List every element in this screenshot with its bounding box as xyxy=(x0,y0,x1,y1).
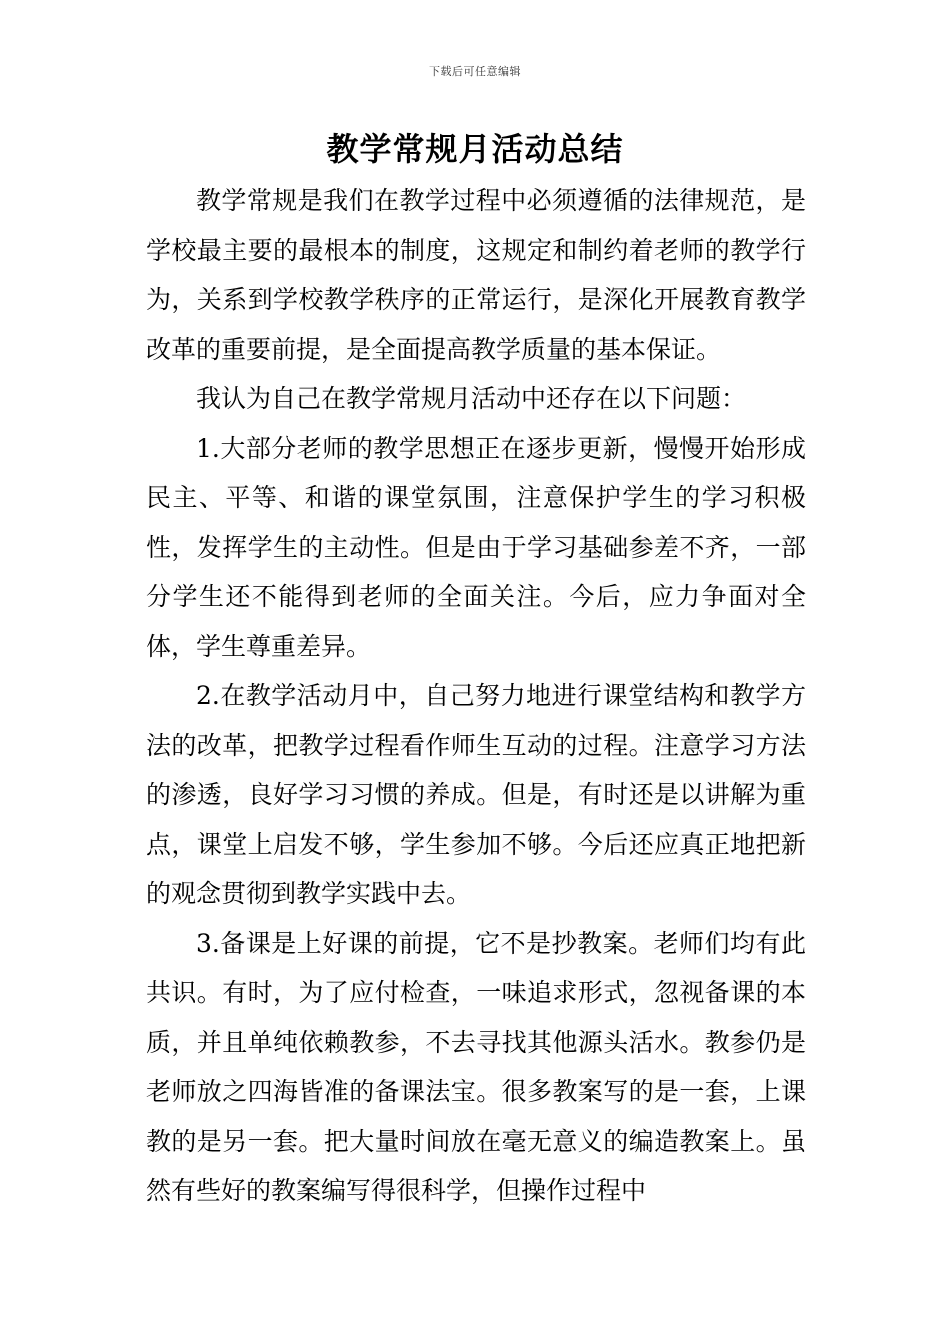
document-body xyxy=(146,176,806,1216)
paragraph-item-3: 3.备课是上好课的前提，它不是抄教案。老师们均有此共识。有时，为了应付检查，一味追求形式，忽视备课的本质，并且单纯依赖教参，不去寻找其他源头活水。教参仍是老师放之四海皆准的备课法宝。很多教案写的是一套，上课教的是另一套。把大量时间放在毫无意义的编造教案上。虽然有些好的教案编写得很科学，但操作过程中 xyxy=(146,928,806,1205)
page-header-note: 下载后可任意编辑 xyxy=(429,65,521,78)
paragraph-problems-lead: 我认为自己在教学常规月活动中还存在以下问题： xyxy=(196,384,747,413)
paragraph-item-2: 2.在教学活动月中，自己努力地进行课堂结构和教学方法的改革，把教学过程看作师生互动的过程。注意学习方法的渗透，良好学习习惯的养成。但是，有时还是以讲解为重点，课堂上启发不够，学生参加不够。今后还应真正地把新的观念贯彻到教学实践中去。 xyxy=(146,681,806,908)
document-title: 教学常规月活动总结 xyxy=(326,130,624,168)
paragraph-intro: 教学常规是我们在教学过程中必须遵循的法律规范，是学校最主要的最根本的制度，这规定和制约着老师的教学行为，关系到学校教学秩序的正常运行，是深化开展教育教学改革的重要前提，是全面提高教学质量的基本保证。 xyxy=(146,186,806,364)
paragraph-item-1: 1.大部分老师的教学思想正在逐步更新，慢慢开始形成民主、平等、和谐的课堂氛围，注意保护学生的学习积极性，发挥学生的主动性。但是由于学习基础参差不齐，一部分学生还不能得到老师的全面关注。今后，应力争面对全体，学生尊重差异。 xyxy=(146,433,806,661)
